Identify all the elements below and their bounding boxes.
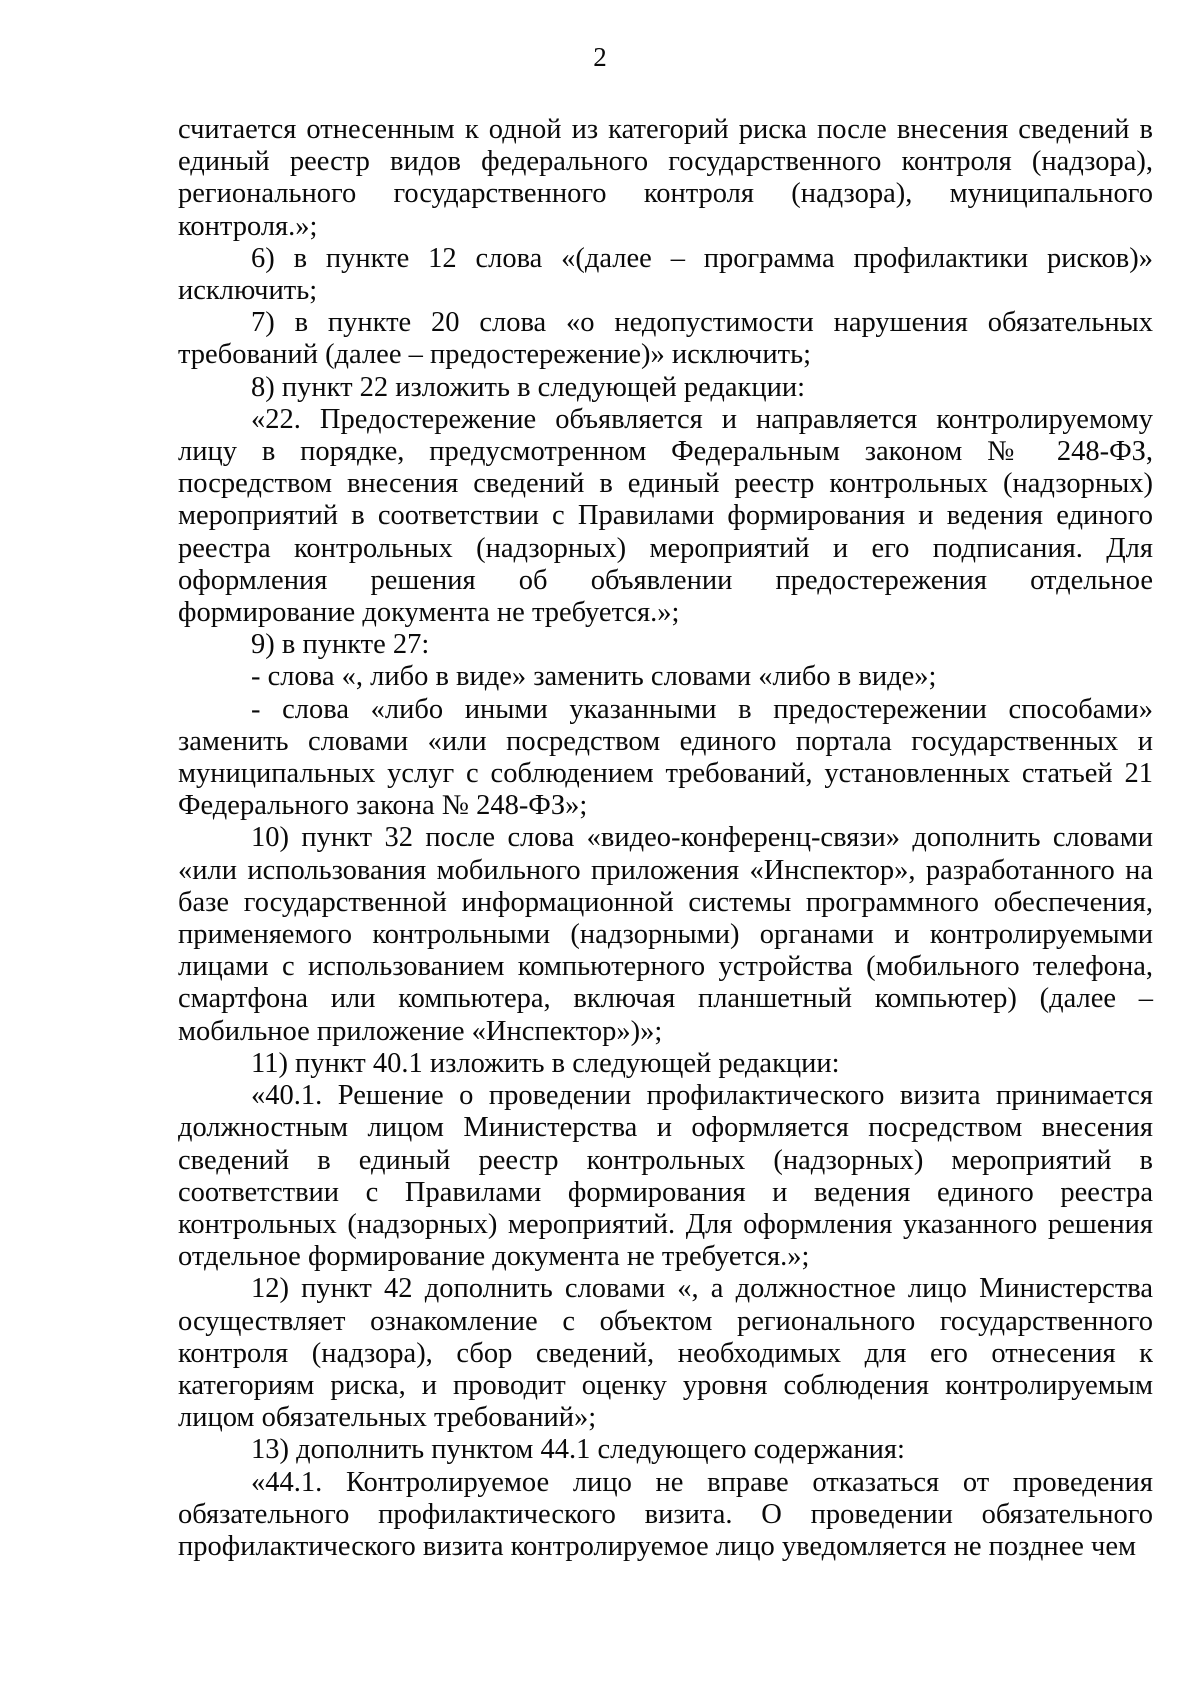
paragraph-item-12: 12) пункт 42 дополнить словами «, а должностное лицо Министерства осуществляет ознакомление с объектом регионального государственного контроля (надзора), сбор сведений, необходимых для его отнесения к категориям риска, и проводит оценку уровня соблюдения контролируемым лицом обязательных требований»; (178, 1273, 1153, 1434)
paragraph-item-7: 7) в пункте 20 слова «о недопустимости нарушения обязательных требований (далее – предостережение)» исключить; (178, 307, 1153, 371)
paragraph-item-10: 10) пункт 32 после слова «видео-конференц-связи» дополнить словами «или использования мобильного приложения «Инспектор», разработанного на базе государственной информационной системы программного обеспечения, применяемого контрольными (надзорными) органами и контролируемыми лицами с использованием компьютерного устройства (мобильного телефона, смартфона или компьютера, включая планшетный компьютер) (далее – мобильное приложение «Инспектор»)»; (178, 822, 1153, 1047)
paragraph-clause-40-1: «40.1. Решение о проведении профилактического визита принимается должностным лицом Министерства и оформляется посредством внесения сведений в единый реестр контрольных (надзорных) мероприятий в соответствии с Правилами формирования и ведения единого реестра контрольных (надзорных) мероприятий. Для оформления указанного решения отдельное формирование документа не требуется.»; (178, 1080, 1153, 1273)
paragraph-dash-2: - слова «либо иными указанными в предостережении способами» заменить словами «или посредством единого портала государственных и муниципальных услуг с соблюдением требований, установленных статьей 21 Федерального закона № 248-ФЗ»; (178, 693, 1153, 822)
paragraph-item-9: 9) в пункте 27: (251, 629, 430, 661)
paragraph-item-13: 13) дополнить пунктом 44.1 следующего содержания: (251, 1434, 905, 1466)
paragraph-continuation: считается отнесенным к одной из категорий риска после внесения сведений в единый реестр видов федерального государственного контроля (надзора), регионального государственного контроля (надзора), муниципального контроля.»; (178, 114, 1153, 242)
document-text (178, 114, 1153, 1563)
paragraph-item-11: 11) пункт 40.1 изложить в следующей редакции: (251, 1047, 840, 1079)
paragraph-dash-1: - слова «, либо в виде» заменить словами «либо в виде»; (251, 661, 937, 693)
paragraph-clause-44-1: «44.1. Контролируемое лицо не вправе отказаться от проведения обязательного профилактического визита. О проведении обязательного профилактического визита контролируемое лицо уведомляется не позднее чем (178, 1466, 1153, 1562)
paragraph-item-6: 6) в пункте 12 слова «(далее – программа профилактики рисков)» исключить; (178, 242, 1153, 307)
paragraph-clause-22: «22. Предостережение объявляется и направляется контролируемому лицу в порядке, предусмотренном Федеральным законом № 248-ФЗ, посредством внесения сведений в единый реестр контрольных (надзорных) мероприятий в соответствии с Правилами формирования и ведения единого реестра контрольных (надзорных) мероприятий и его подписания. Для оформления решения об объявлении предостережения отдельное формирование документа не требуется.»; (178, 403, 1153, 629)
paragraph-item-8: 8) пункт 22 изложить в следующей редакции: (251, 371, 806, 403)
page-number: 2 (593, 42, 607, 72)
